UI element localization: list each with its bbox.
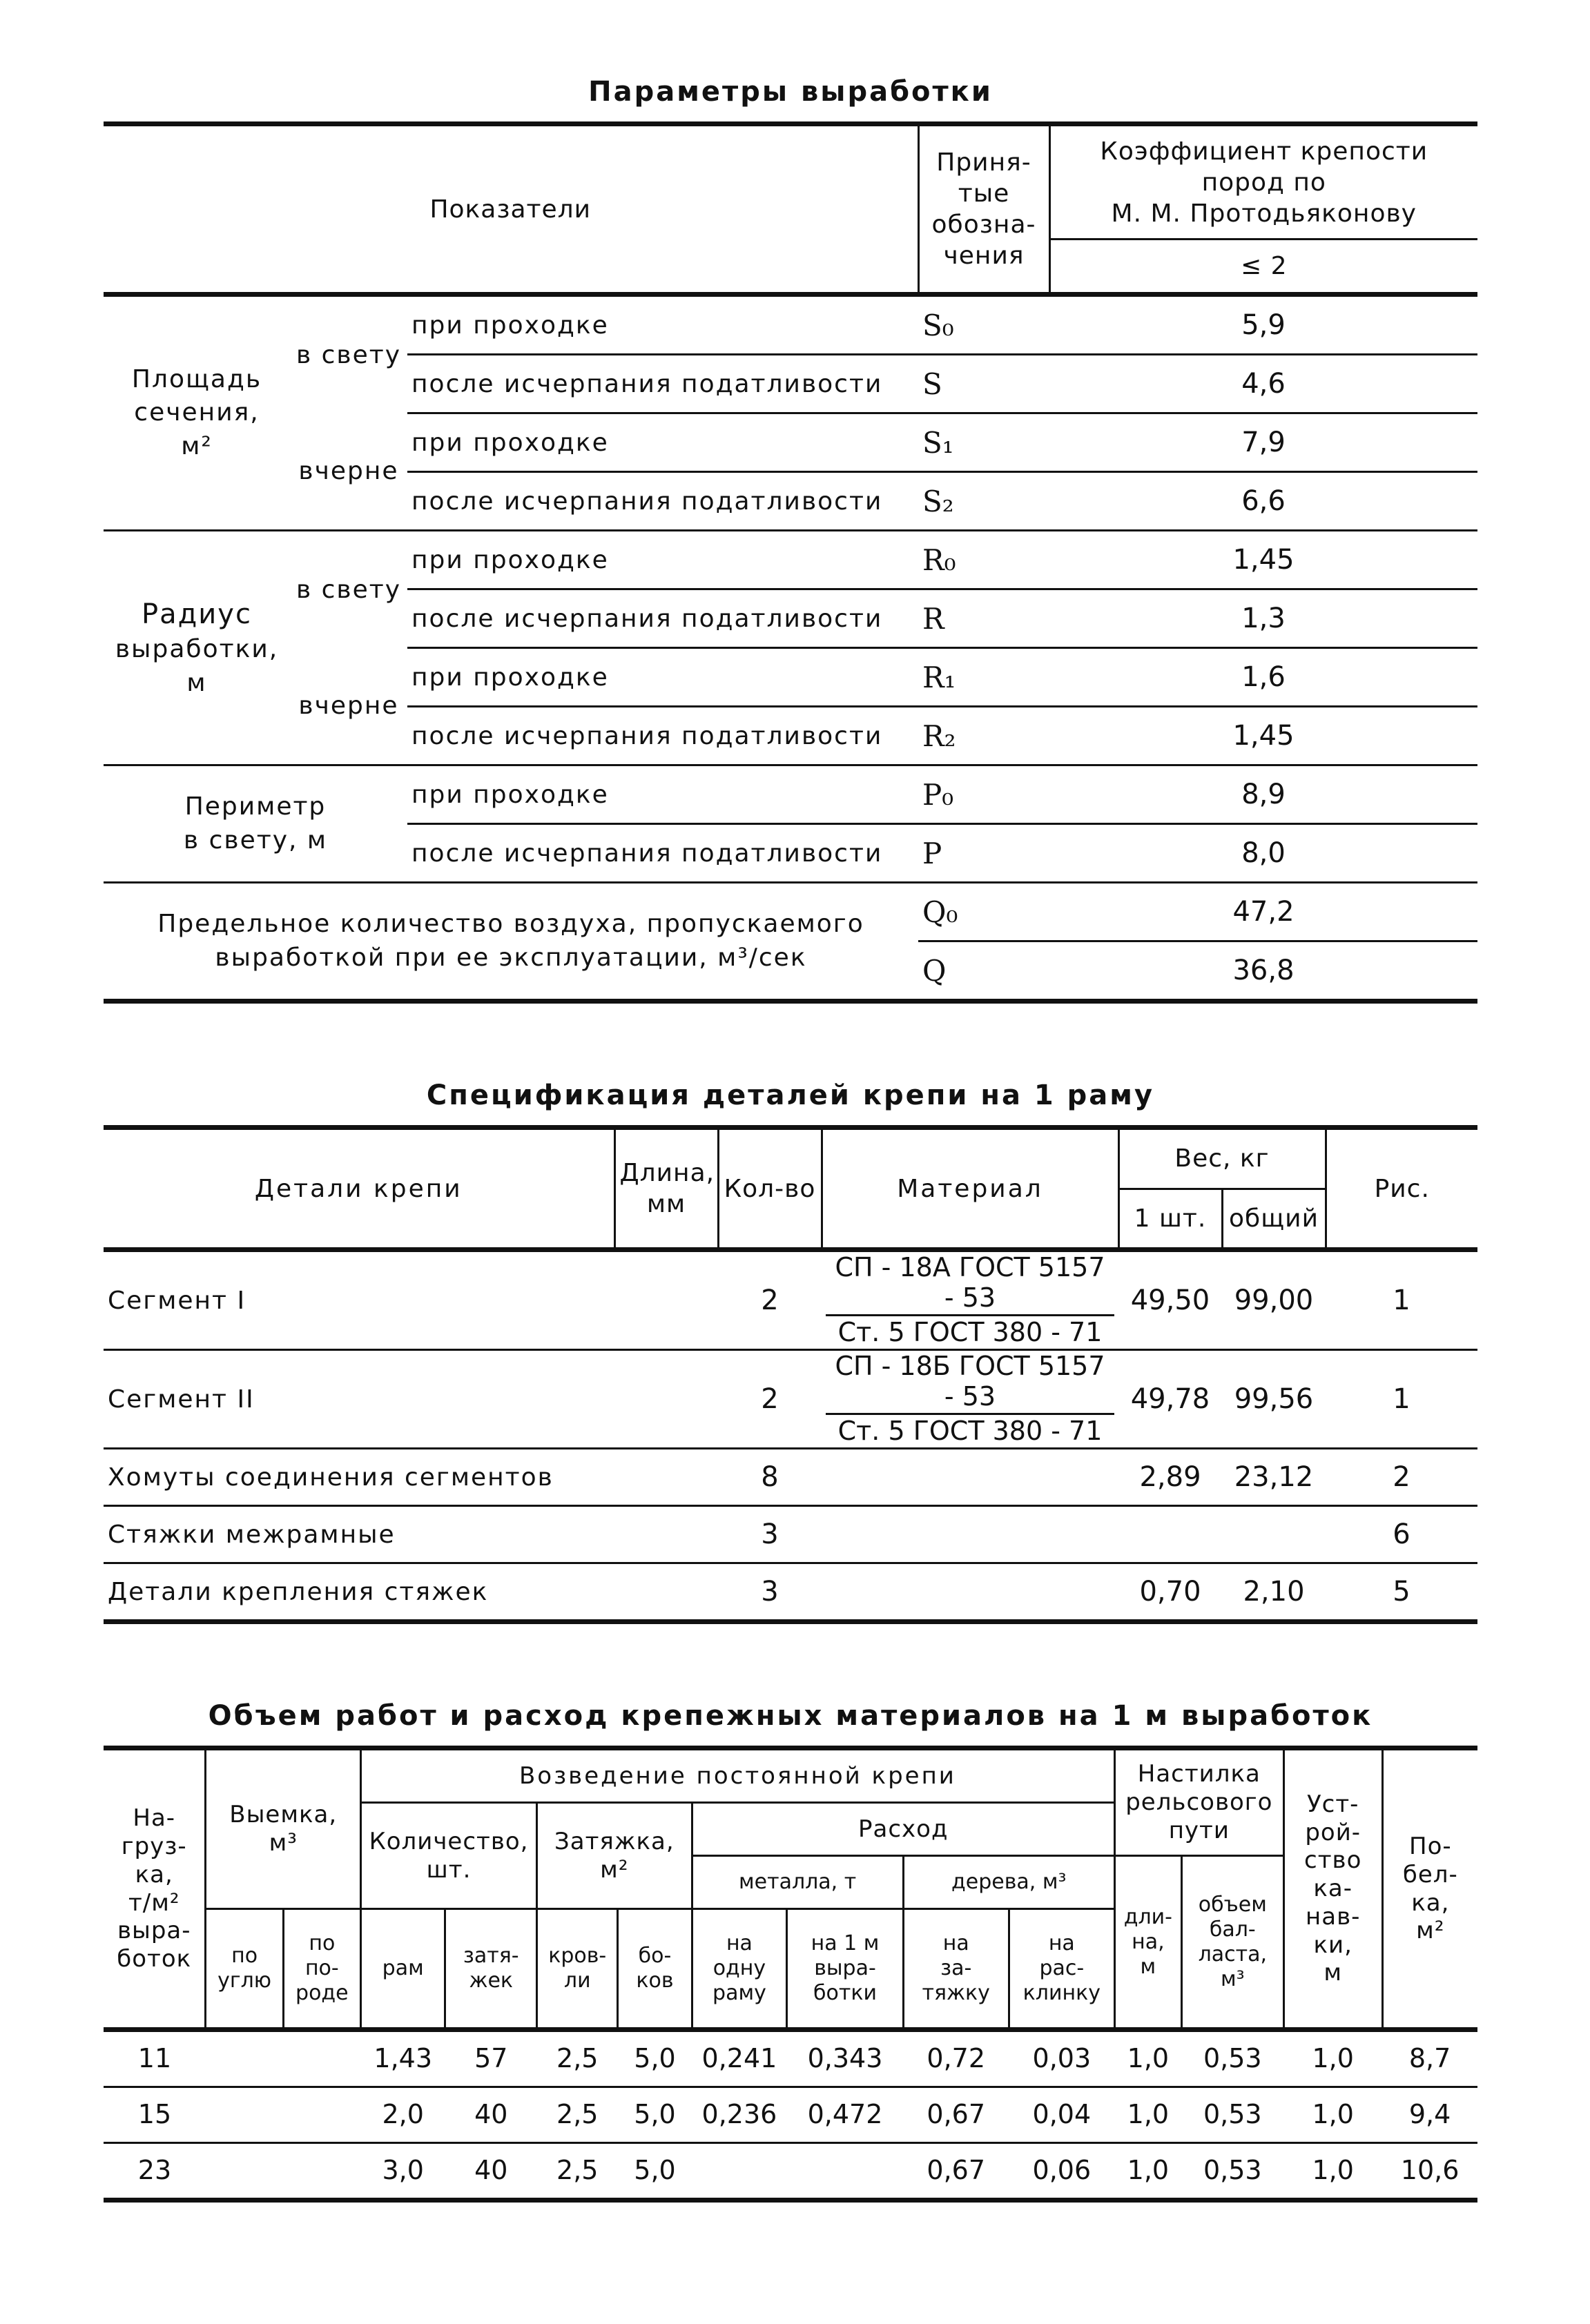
part-material <box>822 1250 1118 1350</box>
header-notation: Приня- тые обозна- чения <box>918 124 1049 295</box>
cell: 1,0 <box>1283 2143 1382 2200</box>
cell: 0,04 <box>1009 2087 1114 2143</box>
cell: 10,6 <box>1382 2143 1477 2200</box>
cell: 0,03 <box>1009 2030 1114 2087</box>
symbol: S₁ <box>918 413 1049 472</box>
cell: 0,472 <box>787 2087 903 2143</box>
material-top: СП - 18А ГОСТ 5157 - 53 <box>826 1253 1114 1316</box>
part-qty: 8 <box>718 1449 822 1506</box>
cell: 0,343 <box>787 2030 903 2087</box>
part-name: Сегмент II <box>104 1350 614 1449</box>
symbol: S₀ <box>918 295 1049 355</box>
header-wood: дерева, м³ <box>903 1856 1114 1909</box>
header-consumption: Расход <box>692 1803 1114 1856</box>
spec-row <box>104 1250 1477 1350</box>
header-whitewash: По- бел- ка, м² <box>1402 1832 1458 1945</box>
weight-one: 0,70 <box>1118 1563 1222 1622</box>
cell: 3,0 <box>360 2143 445 2200</box>
cell <box>206 2087 283 2143</box>
cell: 0,72 <box>903 2030 1009 2087</box>
cell: 0,236 <box>692 2087 787 2143</box>
cell: 1,0 <box>1283 2030 1382 2087</box>
cell <box>283 2030 360 2087</box>
header-laggings: затя- жек <box>445 1909 537 2030</box>
material-bottom: Ст. 5 ГОСТ 380 - 71 <box>837 1317 1103 1348</box>
header-coefficient-sub: ≤ 2 <box>1049 240 1477 295</box>
value: 8,9 <box>1049 765 1477 824</box>
cell <box>206 2030 283 2087</box>
header-per-frame: на одну раму <box>692 1909 787 2030</box>
part-fig: 1 <box>1326 1350 1477 1449</box>
cell: 5,0 <box>618 2143 692 2200</box>
cell: 57 <box>445 2030 537 2087</box>
cell <box>692 2143 787 2200</box>
header-parts: Детали крепи <box>104 1128 614 1250</box>
sublabel-in-light: в свету <box>295 575 402 604</box>
cell: 11 <box>104 2030 206 2087</box>
row-label: при проходке <box>407 531 918 589</box>
weight-one: 49,50 <box>1118 1250 1222 1350</box>
cell: 2,5 <box>537 2143 618 2200</box>
document-page <box>104 76 1477 2203</box>
part-qty: 2 <box>718 1350 822 1449</box>
weight-one: 2,89 <box>1118 1449 1222 1506</box>
value: 6,6 <box>1049 472 1477 531</box>
sublabel-outside: вчерне <box>290 413 407 531</box>
part-fig: 5 <box>1326 1563 1477 1622</box>
cell <box>283 2087 360 2143</box>
group-radius <box>104 531 290 765</box>
part-fig: 6 <box>1326 1506 1477 1563</box>
symbol: P₀ <box>918 765 1049 824</box>
weight-total <box>1222 1506 1326 1563</box>
part-qty: 2 <box>718 1250 822 1350</box>
header-excav-rock: по по- роде <box>283 1909 360 2030</box>
row-label: при проходке <box>407 765 918 824</box>
value: 1,45 <box>1049 707 1477 765</box>
cell: 15 <box>104 2087 206 2143</box>
weight-one <box>1118 1506 1222 1563</box>
group-area: Площадь сечения, м² <box>104 295 290 531</box>
header-indicators: Показатели <box>104 124 918 295</box>
cell: 1,0 <box>1114 2030 1181 2087</box>
cell: 0,53 <box>1181 2087 1283 2143</box>
cell <box>283 2143 360 2200</box>
cell: 0,241 <box>692 2030 787 2087</box>
cell: 5,0 <box>618 2030 692 2087</box>
row-label: при проходке <box>407 648 918 707</box>
row-label: при проходке <box>407 295 918 355</box>
material-bottom: Ст. 5 ГОСТ 380 - 71 <box>837 1416 1103 1447</box>
table-row <box>104 2030 1477 2087</box>
cell: 0,67 <box>903 2143 1009 2200</box>
header-sides: бо- ков <box>618 1909 692 2030</box>
group-air: Предельное количество воздуха, пропускаемого выработкой при ее эксплуатации, м³/сек <box>104 883 918 1002</box>
header-track-length: дли- на, м <box>1114 1856 1181 2030</box>
symbol: R₂ <box>918 707 1049 765</box>
header-metal: металла, т <box>692 1856 903 1909</box>
header-per-meter: на 1 м выра- ботки <box>787 1909 903 2030</box>
cell: 2,5 <box>537 2087 618 2143</box>
table-row <box>104 2143 1477 2200</box>
table1-title: Параметры выработки <box>588 76 993 108</box>
header-ditch: Уст- рой- ство ка- нав- ки, м <box>1283 1748 1382 2030</box>
cell: 0,53 <box>1181 2143 1283 2200</box>
header-erection: Возведение постоянной крепи <box>360 1748 1114 1803</box>
group-perimeter: Периметр в свету, м <box>104 765 407 883</box>
header-length: Длина, мм <box>614 1128 718 1250</box>
cell: 2,5 <box>537 2030 618 2087</box>
weight-total: 2,10 <box>1222 1563 1326 1622</box>
value: 8,0 <box>1049 824 1477 883</box>
symbol: P <box>918 824 1049 883</box>
header-track: Настилка рельсового пути <box>1114 1748 1283 1856</box>
cell: 1,0 <box>1114 2087 1181 2143</box>
symbol: R₀ <box>918 531 1049 589</box>
parameters-table <box>104 121 1477 1004</box>
cell: 1,43 <box>360 2030 445 2087</box>
cell <box>787 2143 903 2200</box>
cell: 0,53 <box>1181 2030 1283 2087</box>
header-excav-coal: по углю <box>206 1909 283 2030</box>
table-row <box>104 2087 1477 2143</box>
symbol: R₁ <box>918 648 1049 707</box>
header-count: Количество, шт. <box>360 1803 536 1909</box>
cell: 2,0 <box>360 2087 445 2143</box>
header-for-wedging: на рас- клинку <box>1009 1909 1114 2030</box>
symbol: S <box>918 355 1049 413</box>
group-radius-title: Радиус <box>142 598 252 630</box>
header-load: На- груз- ка, т/м² выра- боток <box>104 1748 206 2030</box>
part-name: Хомуты соединения сегментов <box>104 1449 614 1506</box>
value: 47,2 <box>1049 883 1477 941</box>
value: 4,6 <box>1049 355 1477 413</box>
header-qty: Кол-во <box>718 1128 822 1250</box>
weight-total: 99,56 <box>1222 1350 1326 1449</box>
value: 7,9 <box>1049 413 1477 472</box>
header-frames: рам <box>360 1909 445 2030</box>
weight-total: 99,00 <box>1222 1250 1326 1350</box>
sublabel-in-light: в свету <box>295 340 402 369</box>
cell: 0,06 <box>1009 2143 1114 2200</box>
cell: 9,4 <box>1382 2087 1477 2143</box>
part-fig: 2 <box>1326 1449 1477 1506</box>
weight-one: 49,78 <box>1118 1350 1222 1449</box>
weight-total: 23,12 <box>1222 1449 1326 1506</box>
part-fig: 1 <box>1326 1250 1477 1350</box>
spec-row <box>104 1449 1477 1506</box>
header-excavation: Выемка, м³ <box>206 1748 361 1909</box>
table3-title: Объем работ и расход крепежных материалов на 1 м выработок <box>208 1700 1373 1732</box>
spec-row <box>104 1506 1477 1563</box>
cell: 23 <box>104 2143 206 2200</box>
part-material <box>822 1350 1118 1449</box>
spec-row <box>104 1350 1477 1449</box>
group-radius-sub: выработки, м <box>115 634 279 697</box>
cell: 8,7 <box>1382 2030 1477 2087</box>
value: 5,9 <box>1049 295 1477 355</box>
symbol: S₂ <box>918 472 1049 531</box>
part-name: Стяжки межрамные <box>104 1506 614 1563</box>
work-volume-table <box>104 1746 1477 2203</box>
symbol: Q₀ <box>918 883 1049 941</box>
header-for-lagging: на за- тяжку <box>903 1909 1009 2030</box>
header-fig: Рис. <box>1326 1128 1477 1250</box>
part-name: Сегмент I <box>104 1250 614 1350</box>
cell: 0,67 <box>903 2087 1009 2143</box>
row-label: после исчерпания податливости <box>407 824 918 883</box>
spec-row <box>104 1563 1477 1622</box>
header-weight-total: общий <box>1222 1189 1326 1250</box>
sublabel-outside: вчерне <box>290 648 407 765</box>
row-label: после исчерпания податливости <box>407 355 918 413</box>
row-label: после исчерпания податливости <box>407 472 918 531</box>
specification-table <box>104 1125 1477 1624</box>
part-qty: 3 <box>718 1506 822 1563</box>
part-name: Детали крепления стяжек <box>104 1563 614 1622</box>
cell: 1,0 <box>1283 2087 1382 2143</box>
value: 1,6 <box>1049 648 1477 707</box>
row-label: после исчерпания податливости <box>407 707 918 765</box>
header-material: Материал <box>822 1128 1118 1250</box>
cell: 1,0 <box>1114 2143 1181 2200</box>
table2-title: Спецификация деталей крепи на 1 раму <box>426 1080 1155 1111</box>
header-coefficient: Коэффициент крепости пород по М. М. Протодьяконову <box>1049 124 1477 240</box>
header-weight: Вес, кг <box>1118 1128 1326 1189</box>
symbol: R <box>918 589 1049 648</box>
header-roof: кров- ли <box>537 1909 618 2030</box>
header-weight-one: 1 шт. <box>1118 1189 1222 1250</box>
value: 1,3 <box>1049 589 1477 648</box>
symbol: Q <box>918 941 1049 1002</box>
material-top: СП - 18Б ГОСТ 5157 - 53 <box>826 1351 1114 1415</box>
part-qty: 3 <box>718 1563 822 1622</box>
cell: 40 <box>445 2143 537 2200</box>
value: 1,45 <box>1049 531 1477 589</box>
cell: 5,0 <box>618 2087 692 2143</box>
value: 36,8 <box>1049 941 1477 1002</box>
header-lagging: Затяжка, м² <box>537 1803 692 1909</box>
row-label: после исчерпания податливости <box>407 589 918 648</box>
cell: 40 <box>445 2087 537 2143</box>
row-label: при проходке <box>407 413 918 472</box>
header-ballast: объем бал- ласта, м³ <box>1181 1856 1283 2030</box>
cell <box>206 2143 283 2200</box>
